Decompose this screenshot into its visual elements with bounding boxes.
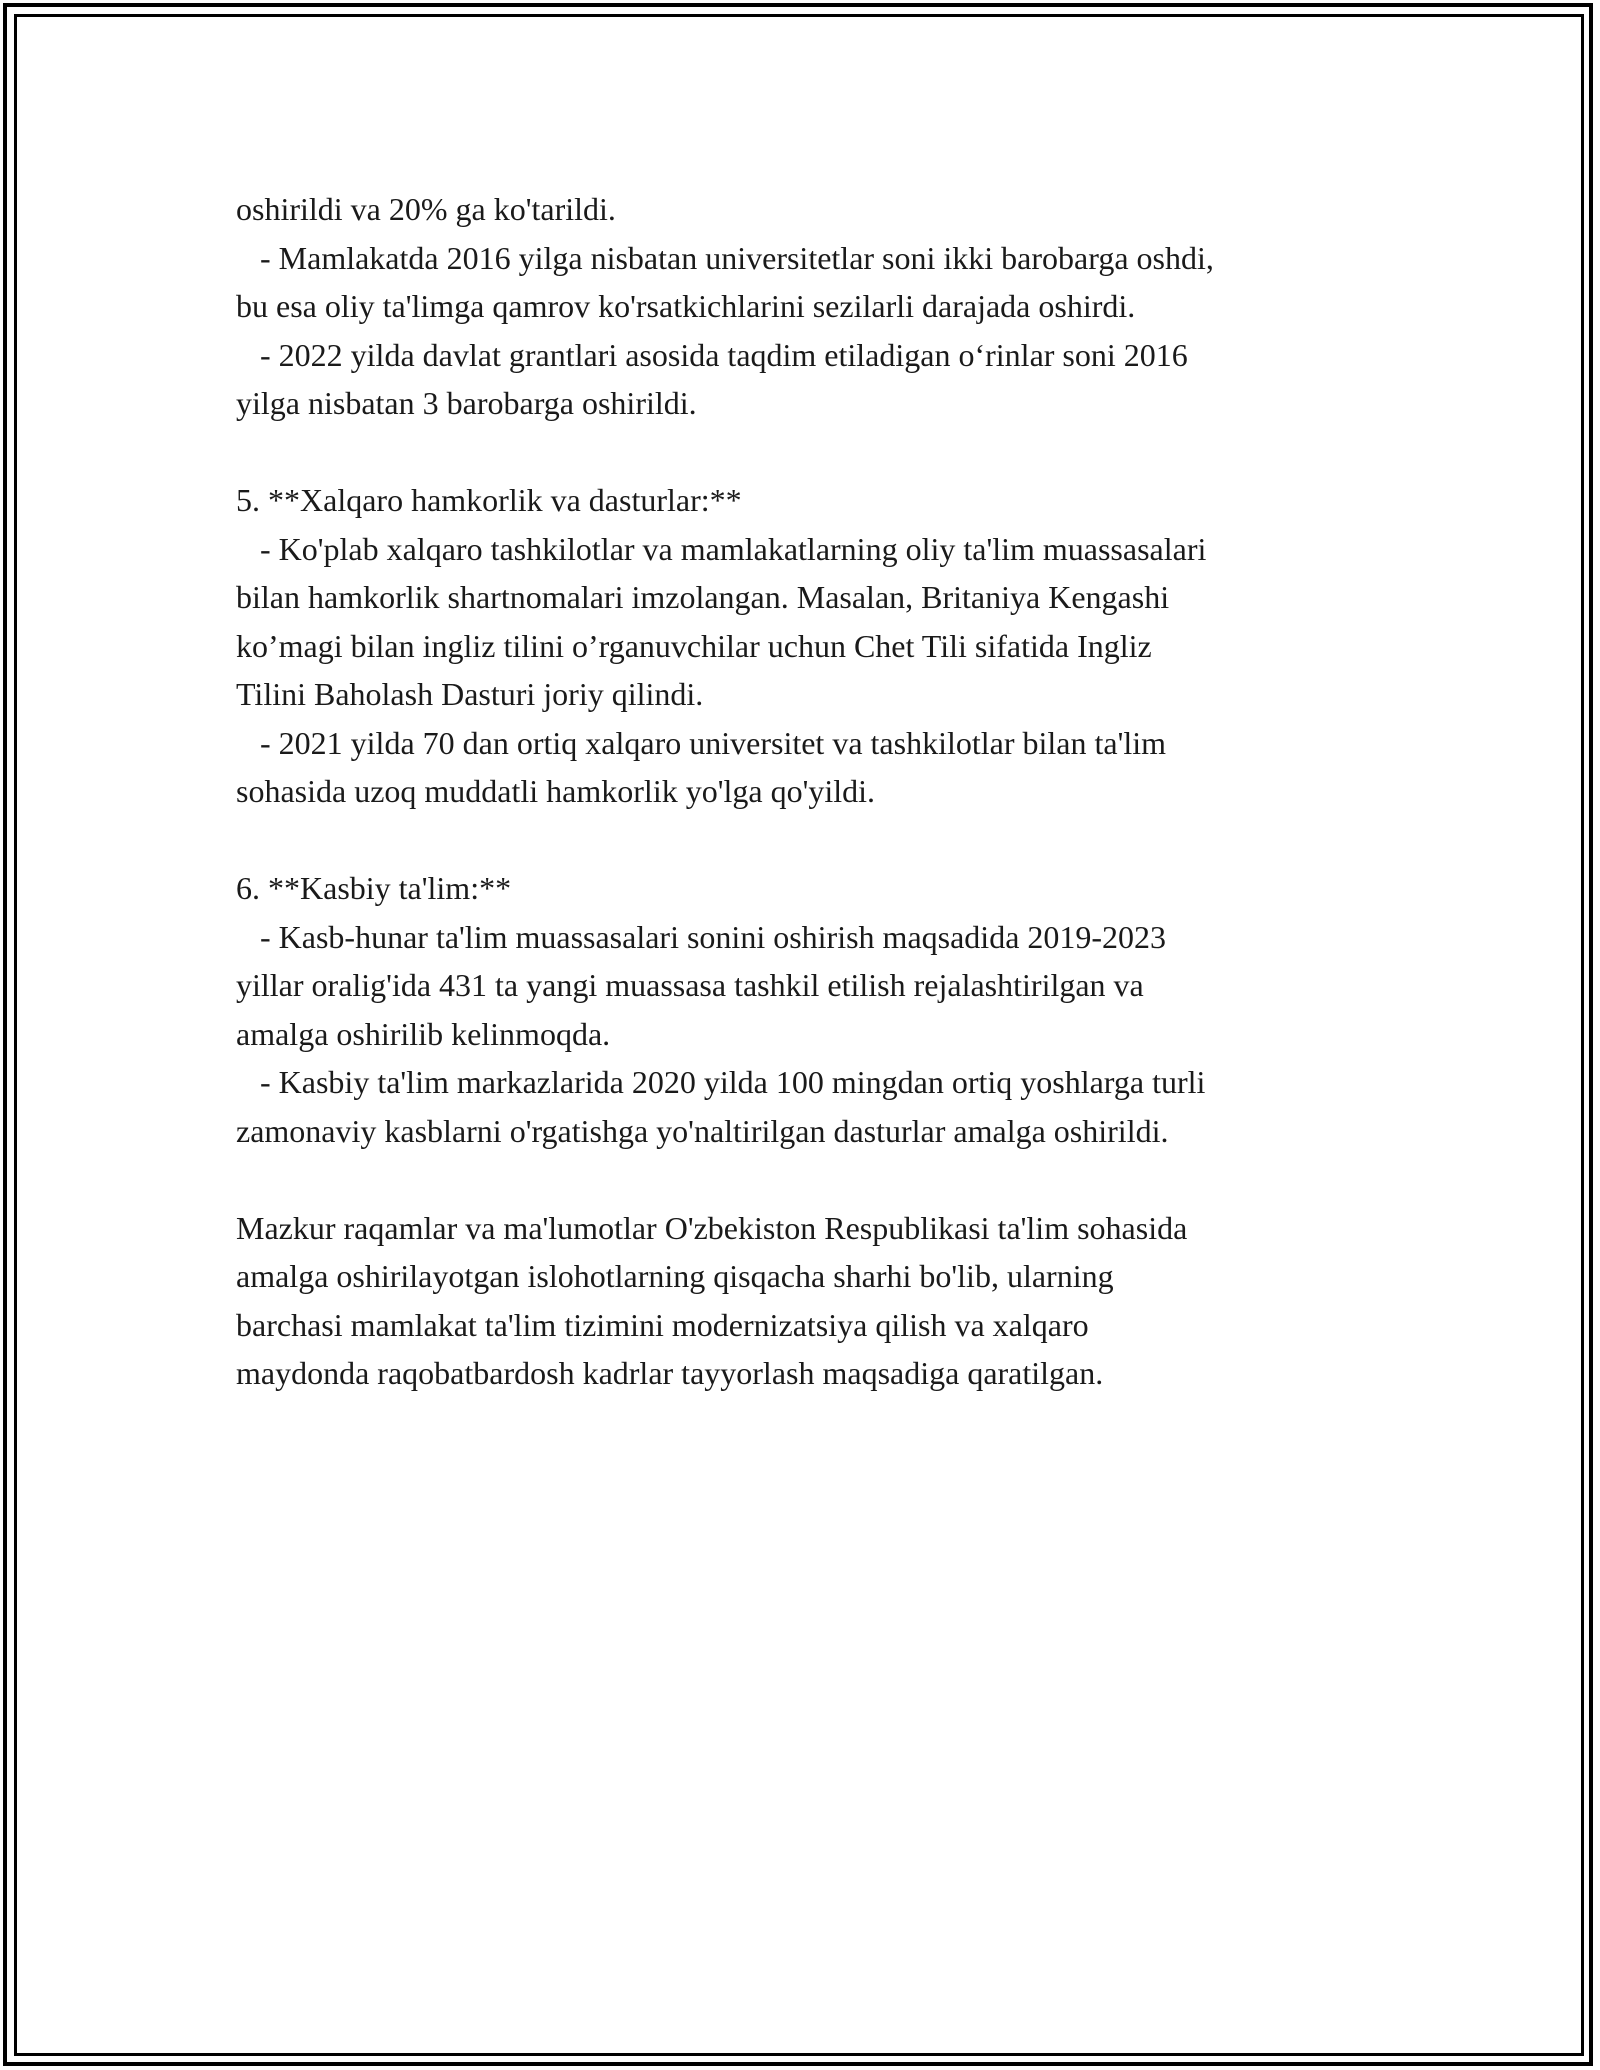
text-line: ko’magi bilan ingliz tilini o’rganuvchilar uchun Chet Tili sifatida Ingliz xyxy=(236,627,1152,664)
conclusion-line: Mazkur raqamlar va ma'lumotlar O'zbekiston Respublikasi ta'lim sohasida xyxy=(236,1209,1188,1246)
text-line: - Mamlakatda 2016 yilga nisbatan universitetlar soni ikki barobarga oshdi, xyxy=(236,239,1214,276)
conclusion-line: maydonda raqobatbardosh kadrlar tayyorlash maqsadiga qaratilgan. xyxy=(236,1355,1104,1391)
blank-line xyxy=(236,1155,1386,1204)
blank-line xyxy=(236,816,1386,865)
text-line: bilan hamkorlik shartnomalari imzolangan. Masalan, Britaniya Kengashi xyxy=(236,579,1170,615)
text-line: yilga nisbatan 3 barobarga oshirildi. xyxy=(236,385,697,421)
text-line: - 2022 yilda davlat grantlari asosida taqdim etiladigan o‘rinlar soni 2016 xyxy=(236,336,1188,373)
text-line: - Kasbiy ta'lim markazlarida 2020 yilda 100 mingdan ortiq yoshlarga turli xyxy=(236,1064,1206,1100)
text-line: zamonaviy kasblarni o'rgatishga yo'naltirilgan dasturlar amalga oshirildi. xyxy=(236,1112,1169,1149)
blank-line xyxy=(236,428,1386,477)
conclusion-line: amalga oshirilayotgan islohotlarning qisqacha sharhi bo'lib, ularning xyxy=(236,1258,1114,1294)
text-line: Tilini Baholash Dasturi joriy qilindi. xyxy=(236,676,704,712)
text-line: yillar oralig'ida 431 ta yangi muassasa tashkil etilish rejalashtirilgan va xyxy=(236,967,1144,1003)
text-line: - 2021 yilda 70 dan ortiq xalqaro universitet va tashkilotlar bilan ta'lim xyxy=(236,724,1166,761)
text-line: sohasida uzoq muddatli hamkorlik yo'lga qo'yildi. xyxy=(236,773,875,809)
text-line: amalga oshirilib kelinmoqda. xyxy=(236,1015,611,1052)
section-heading: 5. **Xalqaro hamkorlik va dasturlar:** xyxy=(236,482,742,518)
conclusion-line: barchasi mamlakat ta'lim tizimini modernizatsiya qilish va xalqaro xyxy=(236,1306,1089,1343)
section-heading: 6. **Kasbiy ta'lim:** xyxy=(236,870,512,906)
text-line: - Kasb-hunar ta'lim muassasalari sonini oshirish maqsadida 2019-2023 xyxy=(236,918,1167,955)
text-line: - Ko'plab xalqaro tashkilotlar va mamlakatlarning oliy ta'lim muassasalari xyxy=(236,530,1207,567)
document-body xyxy=(236,185,1386,1398)
text-line: bu esa oliy ta'limga qamrov ko'rsatkichlarini sezilarli darajada oshirdi. xyxy=(236,288,1136,324)
text-line: oshirildi va 20% ga ko'tarildi. xyxy=(236,191,616,227)
